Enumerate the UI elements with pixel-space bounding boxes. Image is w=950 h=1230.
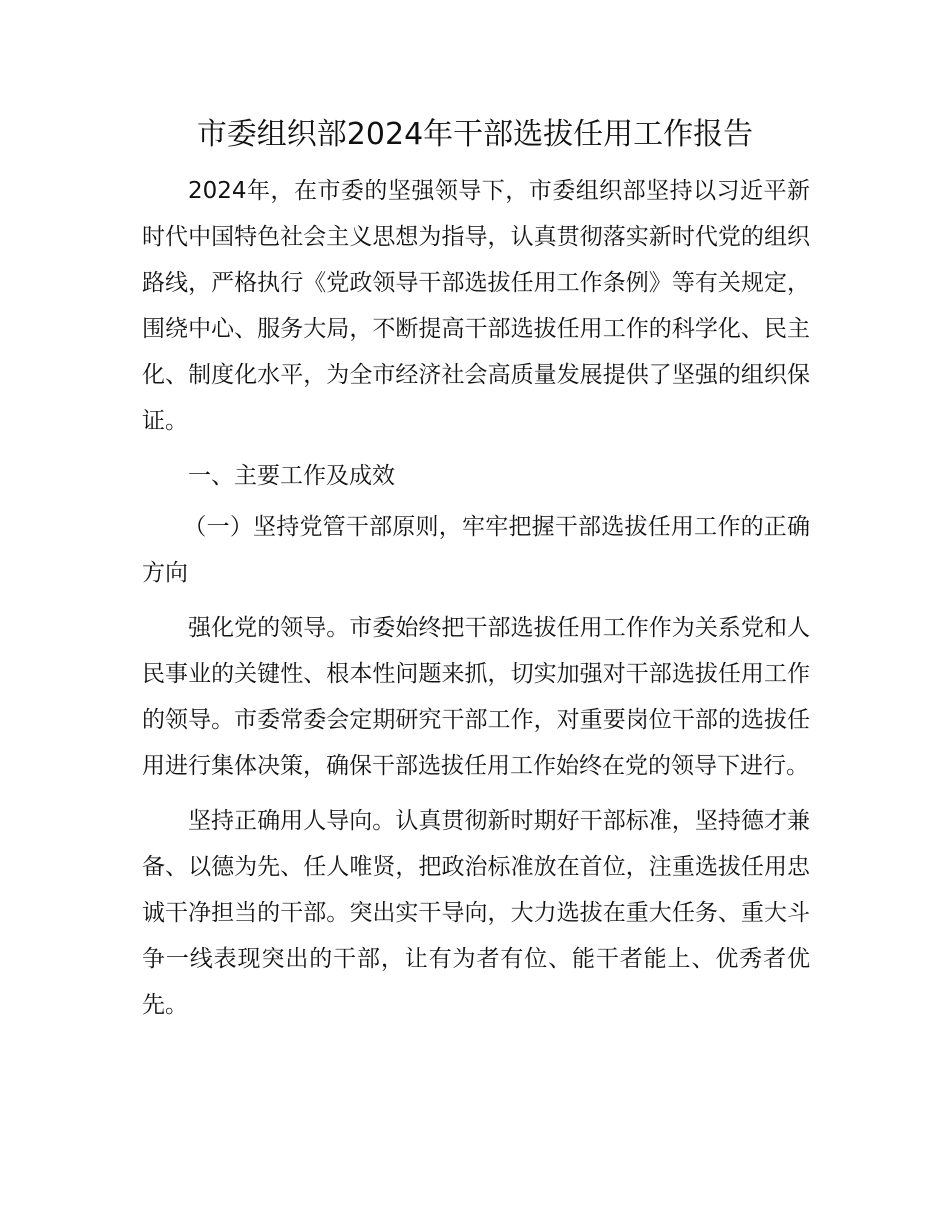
document-title: 市委组织部2024年干部选拔任用工作报告 — [196, 117, 754, 152]
body-paragraph: 坚持正确用人导向。认真贯彻新时期好干部标准，坚持德才兼备、以德为先、任人唯贤，把政治标准放在首位，注重选拔任用忠诚干净担当的干部。突出实干导向，大力选拔在重大任务、重大斗争一线表现突出的干部，让有为者有位、能干者能上、优秀者优先。 — [142, 808, 810, 1018]
document-body — [142, 168, 810, 1037]
section-heading: 一、主要工作及成效 — [188, 463, 395, 489]
body-paragraph: 强化党的领导。市委始终把干部选拔任用工作作为关系党和人民事业的关键性、根本性问题来抓，切实加强对干部选拔任用工作的领导。市委常委会定期研究干部工作，对重要岗位干部的选拔任用进行集体决策，确保干部选拔任用工作始终在党的领导下进行。 — [142, 615, 810, 779]
subsection-heading: （一）坚持党管干部原则，牢牢把握干部选拔任用工作的正确方向 — [142, 514, 810, 586]
intro-paragraph: 2024年，在市委的坚强领导下，市委组织部坚持以习近平新时代中国特色社会主义思想为指导，认真贯彻落实新时代党的组织路线，严格执行《党政领导干部选拔任用工作条例》等有关规定，围绕中心、服务大局，不断提高干部选拔任用工作的科学化、民主化、制度化水平，为全市经济社会高质量发展提供了坚强的组织保证。 — [142, 178, 810, 434]
